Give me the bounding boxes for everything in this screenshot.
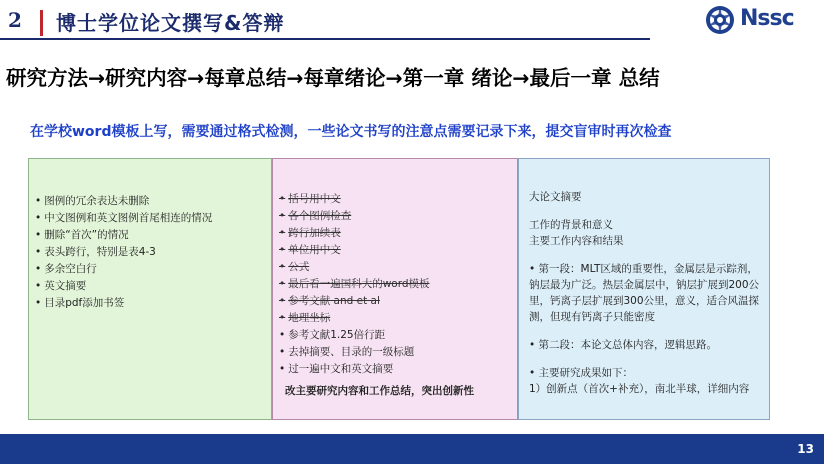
- pink-checklist: [279, 191, 430, 378]
- slide-header: [0, 0, 824, 44]
- list-item: • 地理坐标: [279, 310, 430, 327]
- list-item: • 单位用中文: [279, 242, 430, 259]
- header-underline: [0, 38, 650, 40]
- abstract-paragraph: • 第二段：本论文总体内容，逻辑思路。: [529, 339, 718, 351]
- list-item: • 过一遍中文和英文摘要: [279, 361, 430, 378]
- list-item: • 跨行加续表: [279, 225, 430, 242]
- abstract-line: 主要工作内容和结果: [529, 235, 624, 247]
- section-title: 博士学位论文撰写&答辩: [56, 11, 285, 35]
- list-item: • 目录pdf添加书签: [35, 295, 212, 312]
- section-divider: [40, 10, 43, 36]
- green-checklist-panel: [28, 158, 272, 420]
- list-item: • 表头跨行，特别是表4-3: [35, 244, 212, 261]
- blue-note: 在学校word模板上写，需要通过格式检测，一些论文书写的注意点需要记录下来，提交盲审时再次检查: [30, 124, 672, 140]
- page-number: 13: [797, 442, 814, 456]
- list-item: • 括号用中文: [279, 191, 430, 208]
- abstract-notes: [529, 189, 761, 397]
- list-item: • 参考文献1.25倍行距: [279, 327, 430, 344]
- list-item: • 去掉摘要、目录的一级标题: [279, 344, 430, 361]
- pink-panel-footer: 改主要研究内容和工作总结，突出创新性: [285, 385, 474, 397]
- section-number: 2: [8, 8, 22, 32]
- list-item: • 中文图例和英文图例首尾相连的情况: [35, 210, 212, 227]
- green-checklist: [35, 193, 212, 312]
- list-item: • 各个图例检查: [279, 208, 430, 225]
- slide-footer: [0, 434, 824, 464]
- nssc-emblem-icon: [704, 4, 736, 36]
- logo-text: Nssc: [740, 6, 794, 31]
- list-item: • 参考文献 and et al: [279, 293, 430, 310]
- abstract-paragraph: 1）创新点（首次+补充），南北半球，详细内容: [529, 383, 750, 395]
- list-item: • 最后看一遍国科大的word模板: [279, 276, 430, 293]
- list-item: • 公式: [279, 259, 430, 276]
- research-flow-heading: 研究方法→研究内容→每章总结→每章绪论→第一章 绪论→最后一章 总结: [6, 66, 660, 90]
- pink-checklist-panel: [272, 158, 518, 420]
- abstract-notes-panel: [518, 158, 770, 420]
- list-item: • 英文摘要: [35, 278, 212, 295]
- abstract-paragraph: • 第一段：MLT区域的重要性，金属层是示踪剂，钠层最为广泛。热层金属层中，钠层扩展到200公里，钙离子层扩展到300公里，意义，适合风温探测，但现有钙离子只能密度: [529, 263, 760, 323]
- abstract-paragraph: • 主要研究成果如下：: [529, 367, 634, 379]
- abstract-title: 大论文摘要: [529, 191, 582, 203]
- nssc-logo: [704, 4, 818, 36]
- list-item: • 多余空白行: [35, 261, 212, 278]
- abstract-line: 工作的背景和意义: [529, 219, 613, 231]
- list-item: • 图例的冗余表达未删除: [35, 193, 212, 210]
- list-item: • 删除“首次”的情况: [35, 227, 212, 244]
